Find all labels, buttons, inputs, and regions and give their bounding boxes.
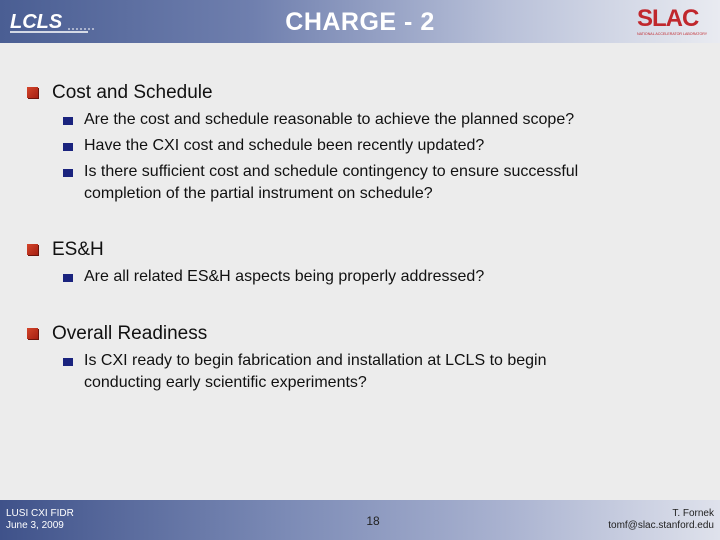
- sub-bullet-icon: [63, 169, 73, 177]
- footer-event: [6, 508, 74, 532]
- section-heading-cost-schedule: Cost and Schedule: [52, 82, 213, 103]
- section-bullet-icon: [27, 87, 38, 98]
- section-bullet-icon: [27, 328, 38, 339]
- sub-bullet-icon: [63, 117, 73, 125]
- section-heading-esh: ES&H: [52, 239, 104, 260]
- bullet-cost-schedule-2: Have the CXI cost and schedule been recently updated?: [84, 137, 485, 154]
- bullet-cost-schedule-3: Is there sufficient cost and schedule contingency to ensure successful completion of the partial instrument on schedule?: [84, 163, 579, 202]
- sub-bullet-icon: [63, 274, 73, 282]
- footer-bar: [0, 500, 720, 540]
- slac-logo: [636, 4, 716, 38]
- lcls-logo-text: LCLS: [10, 11, 63, 33]
- footer-author: [608, 508, 714, 532]
- page-number: 18: [366, 514, 380, 528]
- bullet-readiness-1: Is CXI ready to begin fabrication and installation at LCLS to begin conducting early scientific experiments?: [84, 352, 547, 391]
- slac-logo-subtext: NATIONAL ACCELERATOR LABORATORY: [637, 32, 708, 36]
- bullet-esh-1: Are all related ES&H aspects being properly addressed?: [84, 268, 485, 285]
- slac-logo-text: SLAC: [637, 5, 699, 32]
- slide-title: CHARGE - 2: [285, 8, 435, 36]
- sub-bullet-icon: [63, 143, 73, 151]
- section-bullet-icon: [27, 244, 38, 255]
- footer-event-name: LUSI CXI FIDR: [6, 508, 74, 519]
- section-heading-overall-readiness: Overall Readiness: [52, 323, 208, 344]
- sub-bullet-icon: [63, 358, 73, 366]
- footer-author-name: T. Fornek: [672, 508, 714, 519]
- footer-author-email: tomf@slac.stanford.edu: [608, 520, 714, 531]
- bullet-cost-schedule-1: Are the cost and schedule reasonable to achieve the planned scope?: [84, 111, 575, 128]
- header-bar: [0, 0, 720, 43]
- footer-event-date: June 3, 2009: [6, 520, 64, 531]
